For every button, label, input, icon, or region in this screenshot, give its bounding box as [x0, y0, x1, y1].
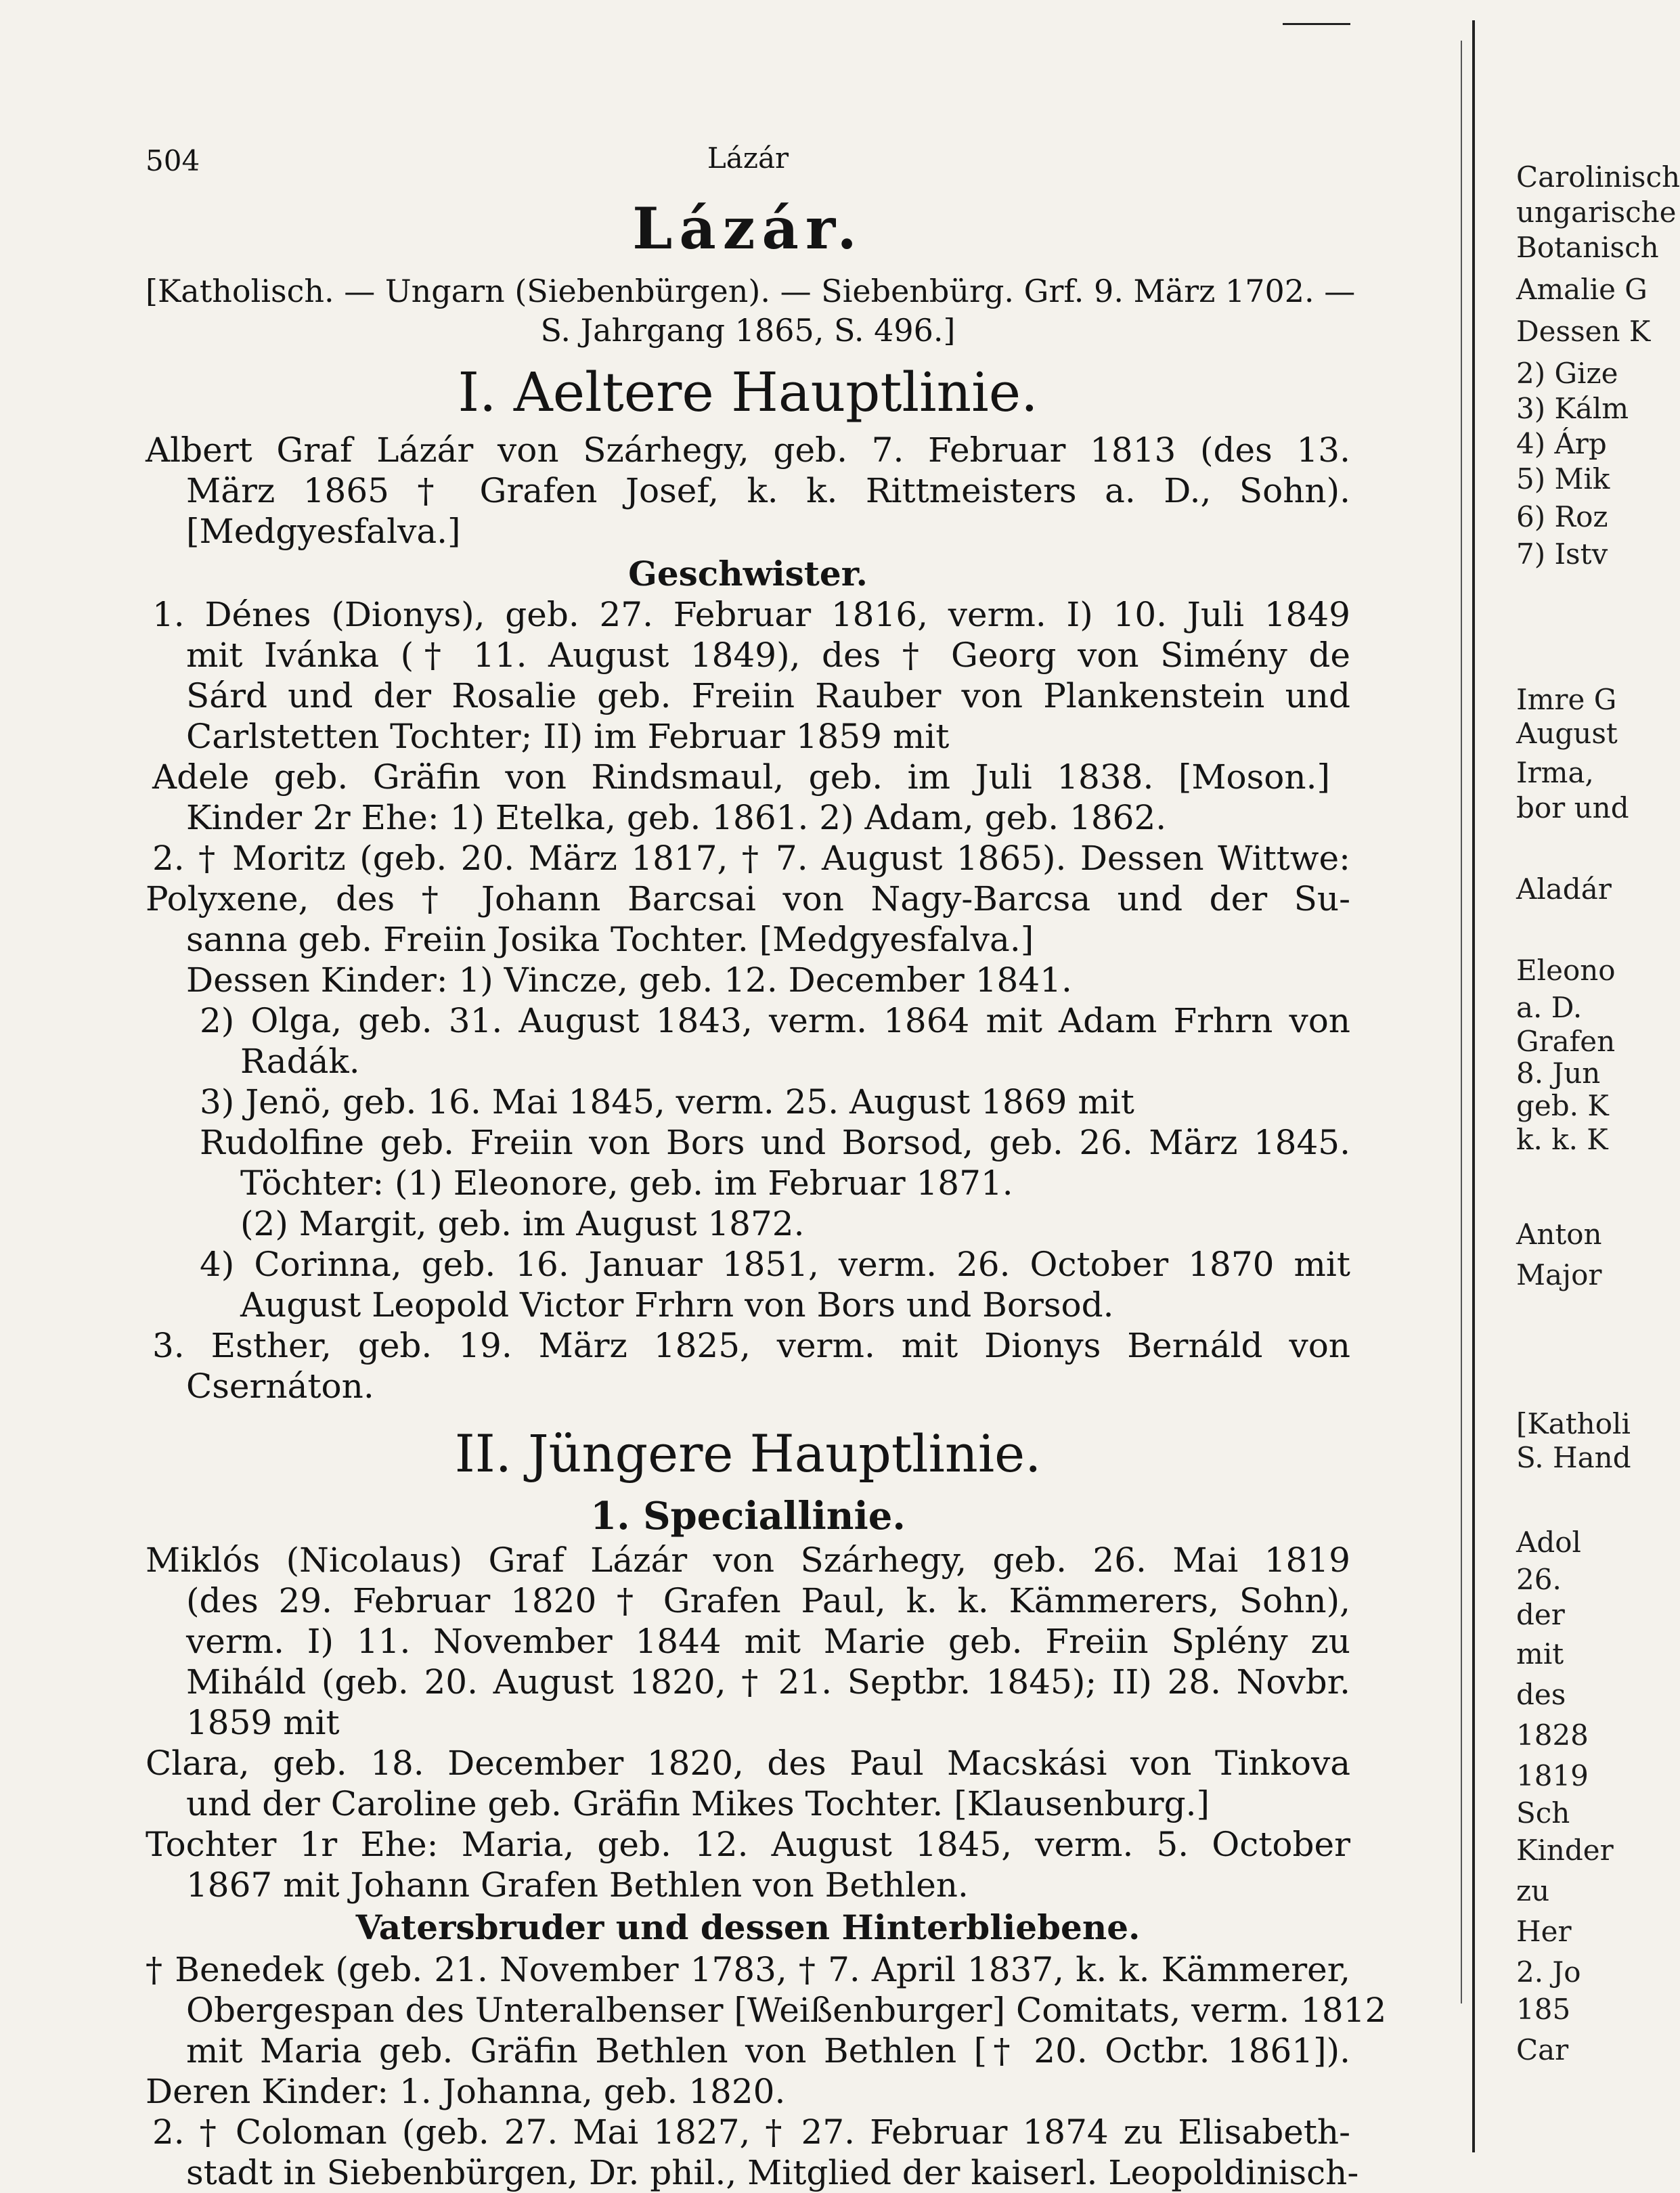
section-heading-vatersbruder: Vatersbruder und dessen Hinterbliebene.	[355, 1907, 1141, 1947]
sibling-line: Töchter: (1) Eleonore, geb. im Februar 1871.	[240, 1164, 1013, 1203]
gutter-line	[1472, 20, 1475, 2152]
facing-page-fragment: Anton	[1516, 1218, 1602, 1251]
entry-miklos-line: Tochter 1r Ehe: Maria, geb. 12. August 1845, verm. 5. October	[146, 1825, 1350, 1864]
entry-benedek-line: Obergespan des Unteralbenser [Weißenburger] Comitats, verm. 1812	[186, 1991, 1387, 2030]
facing-page-fragment: Major	[1516, 1258, 1602, 1291]
facing-page-fragment: 7) Istv	[1516, 537, 1608, 571]
facing-page-fragment: a. D.	[1516, 991, 1583, 1024]
gutter-line-inner	[1461, 41, 1462, 2003]
facing-page-fragment: [Katholi	[1516, 1407, 1631, 1440]
sibling-line: Polyxene, des † Johann Barcsai von Nagy-Barcsa und der Su-	[146, 879, 1350, 918]
facing-page-fragment: Aladár	[1516, 872, 1612, 906]
sibling-line: 2. † Moritz (geb. 20. März 1817, † 7. August 1865). Dessen Wittwe:	[152, 839, 1350, 878]
sibling-line: Carlstetten Tochter; II) im Februar 1859 mit	[186, 717, 950, 756]
top-edge-rule	[1283, 23, 1350, 25]
entry-miklos-line: verm. I) 11. November 1844 mit Marie geb. Freiin Splény zu	[186, 1622, 1350, 1661]
entry-miklos-line: (des 29. Februar 1820 † Grafen Paul, k. k. Kämmerers, Sohn),	[186, 1581, 1350, 1620]
entry-miklos-line: Clara, geb. 18. December 1820, des Paul Macskási von Tinkova	[146, 1744, 1350, 1783]
entry-benedek-line: † Benedek (geb. 21. November 1783, † 7. April 1837, k. k. Kämmerer,	[146, 1950, 1350, 1989]
sibling-line: 3. Esther, geb. 19. März 1825, verm. mit Dionys Bernáld von	[152, 1326, 1350, 1365]
meta-line-2: S. Jahrgang 1865, S. 496.]	[540, 312, 956, 349]
family-title: Lázár.	[632, 195, 864, 262]
facing-page-fragment: ungarische	[1516, 196, 1677, 229]
sibling-line: Kinder 2r Ehe: 1) Etelka, geb. 1861. 2) Adam, geb. 1862.	[186, 798, 1167, 837]
sibling-line: August Leopold Victor Frhrn von Bors und Borsod.	[240, 1285, 1114, 1325]
facing-page-fragment: Irma,	[1516, 756, 1594, 789]
sibling-line: (2) Margit, geb. im August 1872.	[240, 1204, 805, 1243]
facing-page-fragment: Kinder	[1516, 1834, 1614, 1867]
facing-page-fragment: 2) Gize	[1516, 357, 1618, 390]
entry-albert-line-1: Albert Graf Lázár von Szárhegy, geb. 7. Februar 1813 (des 13.	[146, 430, 1350, 470]
entry-miklos-line: 1859 mit	[186, 1703, 340, 1742]
facing-page-fragment: Adol	[1516, 1526, 1581, 1559]
sibling-line: Radák.	[240, 1042, 360, 1081]
facing-page-fragment: August	[1516, 717, 1618, 750]
entry-miklos-line: und der Caroline geb. Gräfin Mikes Tochter. [Klausenburg.]	[186, 1784, 1210, 1823]
sibling-line: 1. Dénes (Dionys), geb. 27. Februar 1816, verm. I) 10. Juli 1849	[152, 595, 1350, 634]
entry-albert-line-3: [Medgyesfalva.]	[186, 512, 461, 551]
speciallinie-heading: 1. Speciallinie.	[590, 1494, 906, 1538]
sibling-line: mit Ivánka († 11. August 1849), des † Georg von Simény de	[186, 636, 1350, 675]
facing-page-fragment: 185	[1516, 1993, 1571, 2026]
entry-miklos-line: 1867 mit Johann Grafen Bethlen von Bethlen.	[186, 1865, 969, 1905]
entry-benedek-line: 2. † Coloman (geb. 27. Mai 1827, † 27. Februar 1874 zu Elisabeth-	[152, 2112, 1350, 2152]
facing-page-fragment: geb. K	[1516, 1089, 1609, 1122]
line-heading-aeltere: I. Aeltere Hauptlinie.	[458, 361, 1038, 424]
line-heading-juengere: II. Jüngere Hauptlinie.	[454, 1423, 1042, 1484]
facing-page-fragment: 1828	[1516, 1719, 1589, 1752]
sibling-line: 2) Olga, geb. 31. August 1843, verm. 1864 mit Adam Frhrn von	[200, 1001, 1350, 1040]
entry-albert-line-2: März 1865 † Grafen Josef, k. k. Rittmeisters a. D., Sohn).	[186, 471, 1350, 510]
section-heading-geschwister: Geschwister.	[628, 554, 868, 594]
facing-page-fragment: S. Hand	[1516, 1441, 1631, 1474]
facing-page-fragment: Imre G	[1516, 683, 1617, 716]
sibling-line: 3) Jenö, geb. 16. Mai 1845, verm. 25. August 1869 mit	[200, 1082, 1134, 1122]
facing-page-fragment: zu	[1516, 1874, 1550, 1907]
facing-page-fragment: 4) Árp	[1516, 427, 1607, 460]
facing-page-fragment: Car	[1516, 2033, 1569, 2066]
facing-page-fragment: mit	[1516, 1637, 1564, 1670]
entry-miklos-line: Miháld (geb. 20. August 1820, † 21. Septbr. 1845); II) 28. Novbr.	[186, 1662, 1350, 1702]
facing-page-fragment: 6) Roz	[1516, 500, 1608, 533]
sibling-line: Csernáton.	[186, 1367, 374, 1406]
sibling-line: Sárd und der Rosalie geb. Freiin Rauber von Plankenstein und	[186, 676, 1350, 715]
facing-page-fragment: Carolinisch	[1516, 160, 1680, 194]
entry-benedek-line: Deren Kinder: 1. Johanna, geb. 1820.	[146, 2072, 786, 2111]
page-number: 504	[146, 144, 200, 177]
running-head: Lázár	[707, 141, 789, 175]
meta-line-1: [Katholisch. — Ungarn (Siebenbürgen). — Siebenbürg. Grf. 9. März 1702. —	[146, 273, 1356, 309]
facing-page-fragment: der	[1516, 1598, 1565, 1631]
facing-page-fragment: Amalie G	[1516, 273, 1648, 306]
facing-page-fragment: Eleono	[1516, 954, 1616, 987]
entry-miklos-line: Miklós (Nicolaus) Graf Lázár von Szárhegy, geb. 26. Mai 1819	[146, 1541, 1350, 1580]
facing-page-fragment: Dessen K	[1516, 315, 1651, 348]
sibling-line: 4) Corinna, geb. 16. Januar 1851, verm. 26. October 1870 mit	[200, 1245, 1350, 1284]
sibling-line: sanna geb. Freiin Josika Tochter. [Medgyesfalva.]	[186, 920, 1034, 959]
entry-benedek-line: stadt in Siebenbürgen, Dr. phil., Mitglied der kaiserl. Leopoldinisch-	[186, 2153, 1359, 2192]
sibling-line: Rudolfine geb. Freiin von Bors und Borsod, geb. 26. März 1845.	[200, 1123, 1350, 1162]
entry-benedek-line: mit Maria geb. Gräfin Bethlen von Bethlen [† 20. Octbr. 1861]).	[186, 2031, 1350, 2070]
facing-page-fragment: 1819	[1516, 1759, 1589, 1792]
facing-page-fragment: Sch	[1516, 1796, 1570, 1830]
facing-page-fragment: 26.	[1516, 1563, 1562, 1596]
facing-page-fragment: Grafen	[1516, 1025, 1616, 1058]
sibling-line: Adele geb. Gräfin von Rindsmaul, geb. im Juli 1838. [Moson.]	[152, 757, 1330, 797]
facing-page-fragment: des	[1516, 1678, 1566, 1711]
facing-page-fragment: 3) Kálm	[1516, 392, 1629, 425]
facing-page-fragment: 5) Mik	[1516, 462, 1610, 495]
facing-page-fragment: Her	[1516, 1915, 1572, 1948]
facing-page-fragment: 2. Jo	[1516, 1955, 1581, 1989]
sibling-line: Dessen Kinder: 1) Vincze, geb. 12. December 1841.	[186, 960, 1072, 1000]
facing-page-fragment: Botanisch	[1516, 231, 1659, 264]
facing-page-fragment: k. k. K	[1516, 1123, 1608, 1156]
facing-page-fragment: bor und	[1516, 791, 1629, 824]
facing-page-fragment: 8. Jun	[1516, 1057, 1601, 1090]
